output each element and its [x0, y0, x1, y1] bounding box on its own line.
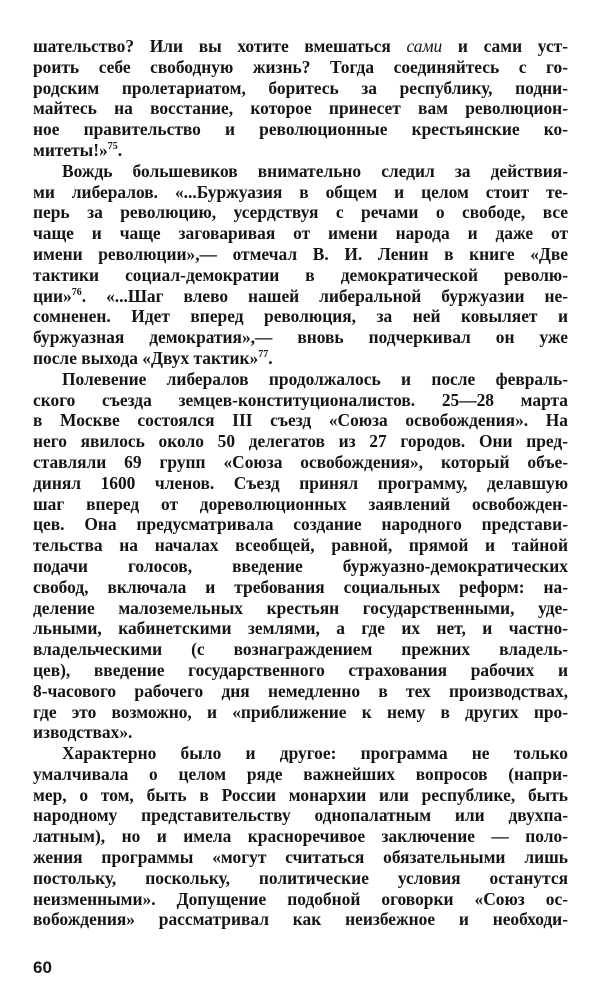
text-segment: латным), но и имела красноречивое заключение — поло-: [33, 826, 568, 847]
text-line: [33, 847, 568, 868]
text-segment: неизменными». Допущение подобной оговорки «Союз ос-: [33, 888, 568, 909]
text-segment: имени революции»,— отмечал В. И. Ленин в книге «Две: [33, 243, 568, 264]
text-segment: сомненен. Идет вперед революция, за ней ковыляет и: [33, 306, 568, 327]
text-line: [33, 639, 568, 660]
text-segment: чаще и чаще заговаривая от имени народа и даже от: [33, 223, 568, 244]
paragraph: [33, 36, 568, 161]
text-segment: постольку, поскольку, политические условия останутся: [33, 867, 568, 888]
text-line: [33, 805, 568, 826]
text-segment: Полевение либералов продолжалось и после февраль-: [62, 368, 568, 389]
text-line: [33, 182, 568, 203]
text-segment: подачи голосов, введение буржуазно-демократических: [33, 555, 568, 576]
text-line: [33, 826, 568, 847]
text-line: [33, 348, 568, 369]
text-segment: . «...Шаг влево нашей либеральной буржуазии не-: [81, 285, 568, 306]
text-line: [33, 223, 568, 244]
text-segment: майтесь на восстание, которое принесет вам революцион-: [33, 98, 568, 119]
text-line: [33, 306, 568, 327]
text-line: [33, 57, 568, 78]
text-segment: после выхода «Двух тактик»: [33, 347, 259, 368]
text-line: [33, 909, 568, 930]
text-line: [33, 535, 568, 556]
text-line: [33, 702, 568, 723]
text-segment: ции»: [33, 285, 72, 306]
text-line: [33, 764, 568, 785]
text-segment: тельства на началах всеобщей, равной, прямой и тайной: [33, 535, 568, 556]
text-line: [33, 202, 568, 223]
text-segment: буржуазная демократия»,— вновь подчеркивал он уже: [33, 327, 568, 348]
text-line: [33, 868, 568, 889]
text-segment: мер, о том, быть в России монархии или республике, быть: [33, 784, 568, 805]
footnote-reference: 77: [258, 348, 269, 360]
text-segment: народному представительству однопалатным или двухпа-: [33, 805, 568, 826]
text-line: [33, 36, 568, 57]
text-segment: .: [117, 139, 123, 160]
text-line: [33, 681, 568, 702]
text-line: [33, 98, 568, 119]
text-line: [33, 473, 568, 494]
text-line: [33, 660, 568, 681]
text-segment: него явилось около 50 делегатов из 27 городов. Они пред-: [33, 431, 568, 452]
text-line: [33, 785, 568, 806]
text-segment: перь за революцию, усердствуя с речами о свободе, все: [33, 202, 568, 223]
text-segment: цев. Она предусматривала создание народного представи-: [33, 514, 568, 535]
page-number: 60: [33, 958, 52, 977]
text-segment: жения программы «могут считаться обязательными лишь: [33, 847, 568, 868]
text-segment: вобождения» рассматривал как неизбежное и необходи-: [33, 909, 568, 930]
text-segment: свобод, включала и требования социальных реформ: на-: [33, 576, 568, 597]
text-line: [33, 78, 568, 99]
text-segment: деление малоземельных крестьян государственными, уде-: [33, 597, 568, 618]
text-line: [33, 889, 568, 910]
text-segment: льными, кабинетскими землями, а где их нет, и частно-: [33, 618, 568, 639]
text-line: [33, 327, 568, 348]
text-segment: шательство? Или вы хотите вмешаться: [33, 36, 407, 56]
page-body-text: [33, 36, 568, 930]
text-segment: митеты!»: [33, 139, 108, 160]
text-line: [33, 743, 568, 764]
text-segment: динял 1600 членов. Съезд принял программу, делавшую: [33, 472, 568, 493]
text-line: [33, 556, 568, 577]
text-line: [33, 722, 568, 743]
text-line: [33, 390, 568, 411]
italic-text: сами: [406, 36, 443, 56]
text-line: [33, 514, 568, 535]
text-line: [33, 369, 568, 390]
text-line: [33, 431, 568, 452]
text-segment: ми либералов. «...Буржуазия в общем и целом стоит те-: [33, 181, 568, 202]
text-segment: и сами уст-: [442, 36, 568, 56]
text-segment: .: [268, 347, 273, 368]
text-segment: Характерно было и другое: программа не только: [62, 743, 568, 764]
text-line: [33, 140, 568, 161]
text-segment: цев), введение государственного страхования рабочих и: [33, 659, 568, 680]
text-segment: в Москве состоялся III съезд «Союза освобождения». На: [33, 410, 568, 431]
paragraph: [33, 369, 568, 743]
text-segment: ное правительство и революционные крестьянские ко-: [33, 119, 568, 140]
text-line: [33, 286, 568, 307]
paragraph: [33, 161, 568, 369]
text-segment: родским пролетариатом, боритесь за республику, подни-: [33, 77, 568, 98]
text-segment: владельческими (с вознаграждением прежних владель-: [33, 639, 568, 660]
text-line: [33, 577, 568, 598]
text-line: [33, 494, 568, 515]
text-segment: тактики социал-демократии в демократической револю-: [33, 264, 568, 285]
text-line: [33, 265, 568, 286]
text-line: [33, 244, 568, 265]
text-line: [33, 161, 568, 182]
paragraph: [33, 743, 568, 930]
text-line: [33, 119, 568, 140]
text-line: [33, 410, 568, 431]
text-segment: роить себе свободную жизнь? Тогда соединяйтесь с го-: [33, 56, 568, 77]
text-line: [33, 618, 568, 639]
text-segment: 8-часового рабочего дня немедленно в тех производствах,: [33, 680, 568, 701]
text-segment: ставляли 69 групп «Союза освобождения», который объе-: [33, 451, 568, 472]
footnote-reference: 76: [71, 286, 82, 298]
text-segment: умалчивала о целом ряде важнейших вопросов (напри-: [33, 763, 568, 784]
text-line: [33, 452, 568, 473]
footnote-reference: 75: [107, 140, 118, 152]
text-segment: шаг вперед от дореволюционных заявлений освобожден-: [33, 493, 568, 514]
text-segment: где это возможно, и «приближение к нему в других про-: [33, 701, 568, 722]
text-segment: Вождь большевиков внимательно следил за действия-: [62, 160, 568, 181]
text-segment: ского съезда земцев-конституционалистов. 25—28 марта: [33, 389, 568, 410]
text-line: [33, 598, 568, 619]
text-segment: изводствах».: [33, 722, 133, 743]
